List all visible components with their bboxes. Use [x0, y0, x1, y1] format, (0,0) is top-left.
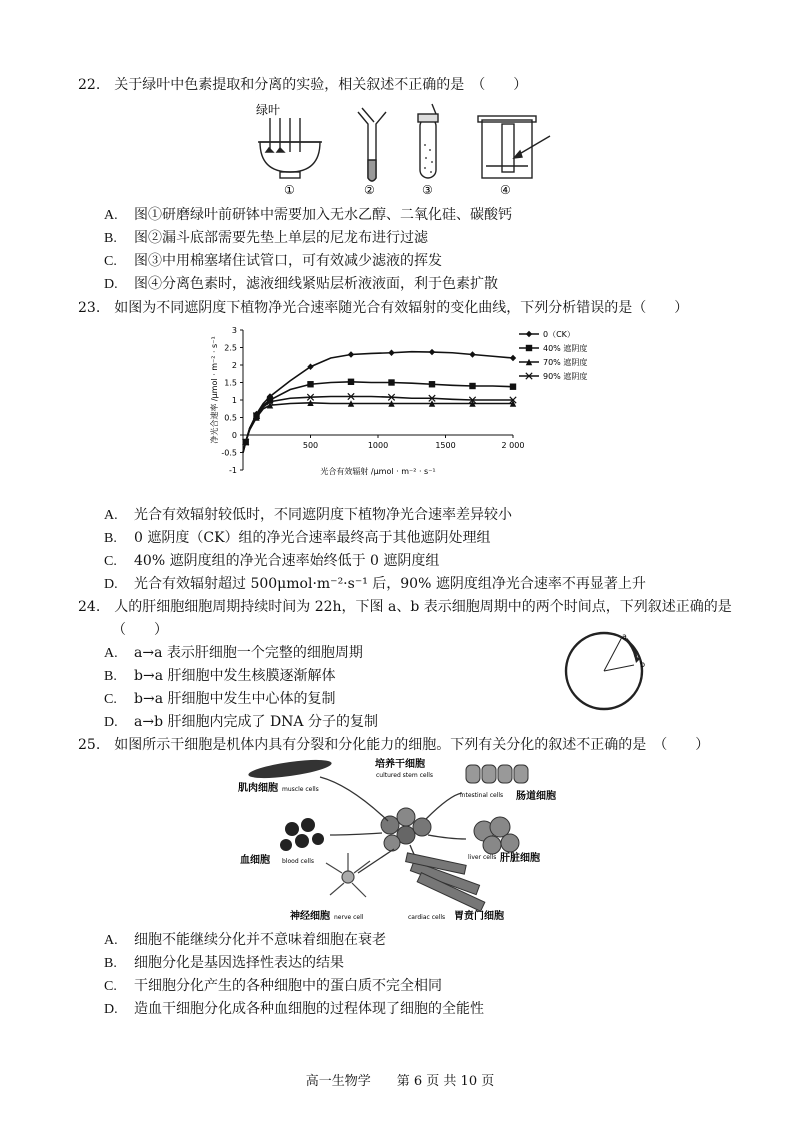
q24-cell-cycle-figure — [560, 625, 650, 715]
data-point-diamond — [469, 351, 475, 357]
q23-option-d[interactable]: D. 光合有效辐射超过 500μmol·m⁻²·s⁻¹ 后，90% 遮阴度组净光合速率不再显著上升 — [104, 576, 646, 592]
q25-stem: 25. 如图所示干细胞是机体内具有分裂和分化能力的细胞。下列有关分化的叙述不正确的是 （ ） — [78, 737, 710, 753]
legend-label-0: 0（CK） — [543, 330, 575, 339]
blood-label-cn: 血细胞 — [240, 855, 270, 866]
liver-label-cn: 肝脏细胞 — [500, 853, 540, 864]
intestinal-label-cn: 肠道细胞 — [516, 791, 556, 802]
legend-label-2: 70% 遮阴度 — [543, 358, 588, 367]
y-tick-label: -0.5 — [221, 448, 237, 458]
cardiac-label-en: cardiac cells — [408, 914, 446, 921]
q22-option-d[interactable]: D. 图④分离色素时，滤液细线紧贴层析液液面，利于色素扩散 — [104, 276, 498, 292]
mortar-icon — [258, 118, 322, 178]
liver-label-en: liver cells — [468, 854, 497, 861]
cardiac-label-cn: 胃贲门细胞 — [454, 911, 504, 922]
q24-point-a: a — [622, 632, 627, 641]
q22-fig-label-4: ④ — [500, 183, 511, 197]
legend-label-1: 40% 遮阴度 — [543, 344, 588, 353]
muscle-label-cn: 肌肉细胞 — [238, 783, 278, 794]
q23-option-c[interactable]: C. 40% 遮阴度组的净光合速率始终低于 0 遮阴度组 — [104, 553, 440, 569]
data-point-square — [469, 383, 475, 389]
q24-option-d[interactable]: D. a→b 肝细胞内完成了 DNA 分子的复制 — [104, 714, 378, 730]
y-tick-label: 1.5 — [224, 378, 237, 388]
q22-fig-label-2: ② — [364, 183, 375, 197]
q25-option-b[interactable]: B. 细胞分化是基因选择性表达的结果 — [104, 955, 344, 971]
q25-option-c[interactable]: C. 干细胞分化产生的各种细胞中的蛋白质不完全相同 — [104, 978, 442, 994]
q24-point-b: b — [640, 660, 646, 669]
y-tick-label: 3 — [231, 326, 237, 335]
y-tick-label: 2 — [231, 361, 237, 370]
data-point-square — [307, 381, 313, 387]
x-axis-label: 光合有效辐射 /μmol · m⁻² · s⁻¹ — [320, 467, 436, 476]
q22-stem: 22. 关于绿叶中色素提取和分离的实验，相关叙述不正确的是 （ ） — [78, 77, 528, 93]
data-point-diamond — [348, 351, 354, 357]
legend-label-3: 90% 遮阴度 — [543, 372, 588, 381]
liver-cells-icon — [474, 817, 519, 854]
nerve-label-cn: 神经细胞 — [290, 911, 330, 922]
y-tick-label: 0.5 — [224, 413, 237, 423]
data-point-square — [388, 379, 394, 385]
q24-option-b[interactable]: B. b→a 肝细胞中发生核膜逐渐解体 — [104, 668, 336, 684]
q24-option-a[interactable]: A. a→a 表示肝细胞一个完整的细胞周期 — [104, 645, 363, 661]
q24-stem: 24. 人的肝细胞细胞周期持续时间为 22h，下图 a、b 表示细胞周期中的两个时间点，下列叙述正确的是 — [78, 599, 732, 615]
muscle-cell-icon — [247, 756, 332, 782]
q25-stem-cell-figure — [230, 755, 570, 925]
beaker-icon — [478, 116, 550, 178]
y-tick-label: 0 — [231, 431, 237, 440]
center-label-en: cultured stem cells — [376, 772, 434, 779]
q22-fig-label-3: ③ — [422, 183, 433, 197]
stem-cells-icon — [381, 808, 431, 851]
data-point-square — [526, 345, 532, 351]
blood-cells-icon — [280, 818, 324, 851]
data-point-diamond — [510, 355, 516, 361]
q23-option-a[interactable]: A. 光合有效辐射较低时，不同遮阴度下植物净光合速率差异较小 — [104, 507, 512, 523]
q22-option-c[interactable]: C. 图③中用棉塞堵住试管口，可有效减少滤液的挥发 — [104, 253, 442, 269]
data-point-diamond — [429, 349, 435, 355]
intestinal-cells-icon — [466, 765, 528, 783]
q22-leaf-label: 绿叶 — [256, 103, 281, 117]
data-point-diamond — [526, 331, 532, 337]
cardiac-cells-icon — [406, 853, 485, 911]
q24-option-c[interactable]: C. b→a 肝细胞中发生中心体的复制 — [104, 691, 336, 707]
y-tick-label: 2.5 — [224, 343, 237, 353]
funnel-tube-icon — [358, 108, 386, 181]
y-tick-label: -1 — [229, 466, 237, 475]
x-tick-label: 1000 — [367, 441, 389, 450]
y-axis-label: 净光合速率 /μmol · m⁻² · s⁻¹ — [210, 336, 219, 444]
q22-option-a[interactable]: A. 图①研磨绿叶前研钵中需要加入无水乙醇、二氧化硅、碳酸钙 — [104, 207, 512, 223]
x-tick-label: 2 000 — [501, 441, 525, 450]
q23-line-chart — [205, 322, 605, 494]
x-tick-label: 500 — [302, 441, 319, 450]
y-tick-label: 1 — [231, 396, 237, 405]
intestinal-label-en: intestinal cells — [460, 792, 504, 799]
q22-fig-label-1: ① — [284, 183, 295, 197]
x-tick-label: 1500 — [435, 441, 456, 450]
page-footer: 高一生物学 第 6 页 共 10 页 — [305, 1074, 495, 1089]
q22-option-b[interactable]: B. 图②漏斗底部需要先垫上单层的尼龙布进行过滤 — [104, 230, 428, 246]
nerve-label-en: nerve cell — [334, 914, 364, 921]
q25-option-a[interactable]: A. 细胞不能继续分化并不意味着细胞在衰老 — [104, 932, 386, 948]
data-point-square — [348, 379, 354, 385]
blood-label-en: blood cells — [282, 858, 314, 865]
q25-option-d[interactable]: D. 造血干细胞分化成各种血细胞的过程体现了细胞的全能性 — [104, 1001, 484, 1017]
muscle-label-en: muscle cells — [282, 786, 319, 793]
data-point-square — [429, 381, 435, 387]
q23-option-b[interactable]: B. 0 遮阴度（CK）组的净光合速率最终高于其他遮阴处理组 — [104, 530, 491, 546]
test-tube-icon — [418, 104, 438, 178]
nerve-cell-icon — [326, 853, 370, 897]
q22-apparatus-figure — [250, 100, 560, 200]
q23-stem: 23. 如图为不同遮阴度下植物净光合速率随光合有效辐射的变化曲线，下列分析错误的是（ ） — [78, 300, 689, 316]
q24-answer-paren: （ ） — [112, 622, 168, 638]
data-point-square — [510, 384, 516, 390]
data-point-diamond — [388, 350, 394, 356]
center-label-cn: 培养干细胞 — [375, 759, 425, 770]
